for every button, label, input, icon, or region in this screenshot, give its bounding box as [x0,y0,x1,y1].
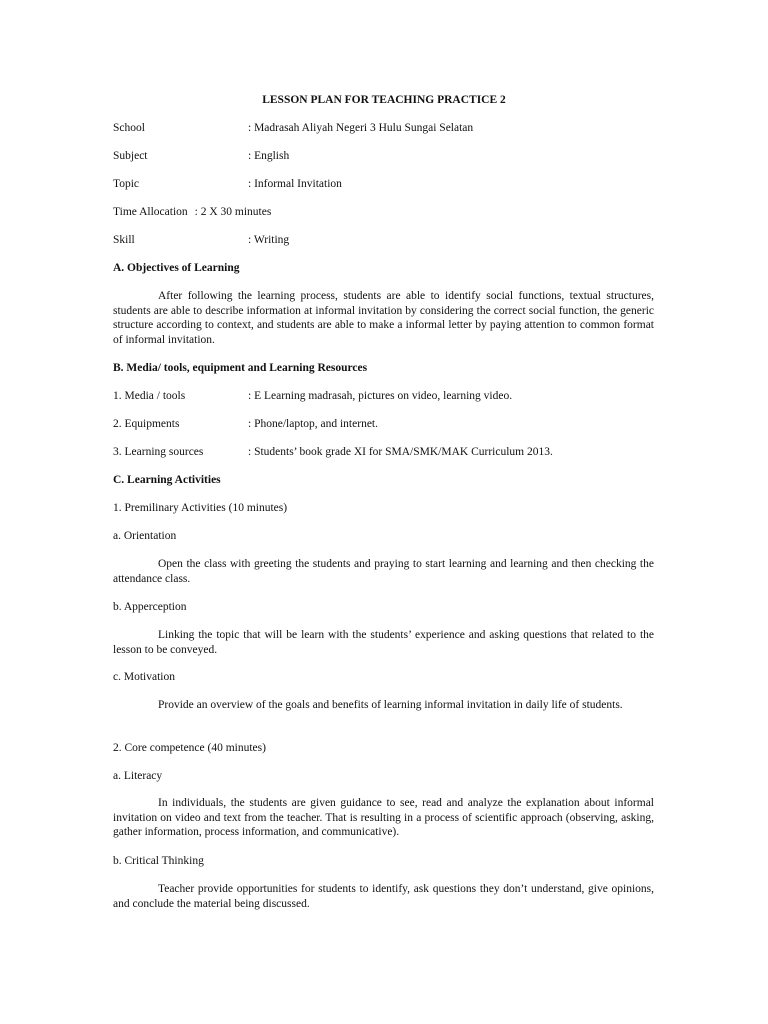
media-item-label: 3. Learning sources [113,446,204,458]
literacy-title: a. Literacy [113,770,163,782]
media-item-equipments [113,417,378,432]
media-item-label: 1. Media / tools [113,390,186,402]
info-value: : English [248,150,290,162]
media-item-learning-sources [113,445,553,460]
apperception-title: b. Apperception [113,601,187,613]
info-row-school [113,121,473,136]
motivation-title: c. Motivation [113,671,175,683]
info-label: Time Allocation [113,206,188,218]
section-heading-objectives: A. Objectives of Learning [113,262,240,274]
orientation-paragraph: Open the class with greeting the students and praying to start learning and learning and then checking the attendance class. [113,558,654,585]
info-label: Subject [113,150,148,162]
critical-thinking-title: b. Critical Thinking [113,855,204,867]
objectives-paragraph: After following the learning process, students are able to identify social functions, textual structures, students are able to describe information at informal invitation by considering the correct social function, the generic structure according to context, and students are able to make a informal letter by paying attention to common format of informal invitation. [113,290,654,346]
literacy-paragraph: In individuals, the students are given guidance to see, read and analyze the explanation about informal invitation on video and text from the teacher. That is resulting in a process of scientific approach (observing, asking, gather information, process information, and communicative). [113,797,654,839]
document-title: LESSON PLAN FOR TEACHING PRACTICE 2 [262,94,506,106]
media-item-value: : Students’ book grade XI for SMA/SMK/MAK Curriculum 2013. [248,446,553,458]
media-item-label: 2. Equipments [113,418,180,430]
info-value: : 2 X 30 minutes [194,206,272,218]
info-label: School [113,122,145,134]
orientation-title: a. Orientation [113,530,177,542]
media-item-value: : E Learning madrasah, pictures on video, learning video. [248,390,513,402]
preliminary-activities-title: 1. Premilinary Activities (10 minutes) [113,502,288,514]
info-row-topic [113,177,342,192]
info-value: : Madrasah Aliyah Negeri 3 Hulu Sungai Selatan [248,122,474,134]
info-label: Topic [113,178,140,190]
critical-thinking-paragraph: Teacher provide opportunities for students to identify, ask questions they don’t understand, give opinions, and conclude the material being discussed. [113,883,654,910]
media-item-tools [113,389,512,404]
motivation-paragraph: Provide an overview of the goals and benefits of learning informal invitation in daily life of students. [158,699,623,711]
apperception-paragraph: Linking the topic that will be learn with the students’ experience and asking questions that related to the lesson to be conveyed. [113,629,654,656]
info-value: : Writing [248,234,290,246]
media-item-value: : Phone/laptop, and internet. [248,418,378,430]
info-row-time-allocation [113,205,271,220]
section-heading-media: B. Media/ tools, equipment and Learning Resources [113,362,368,374]
info-row-subject [113,149,289,164]
section-heading-activities: C. Learning Activities [113,474,221,486]
core-competence-title: 2. Core competence (40 minutes) [113,742,266,754]
info-value: : Informal Invitation [248,178,342,190]
info-label: Skill [113,234,135,246]
info-row-skill [113,233,289,248]
